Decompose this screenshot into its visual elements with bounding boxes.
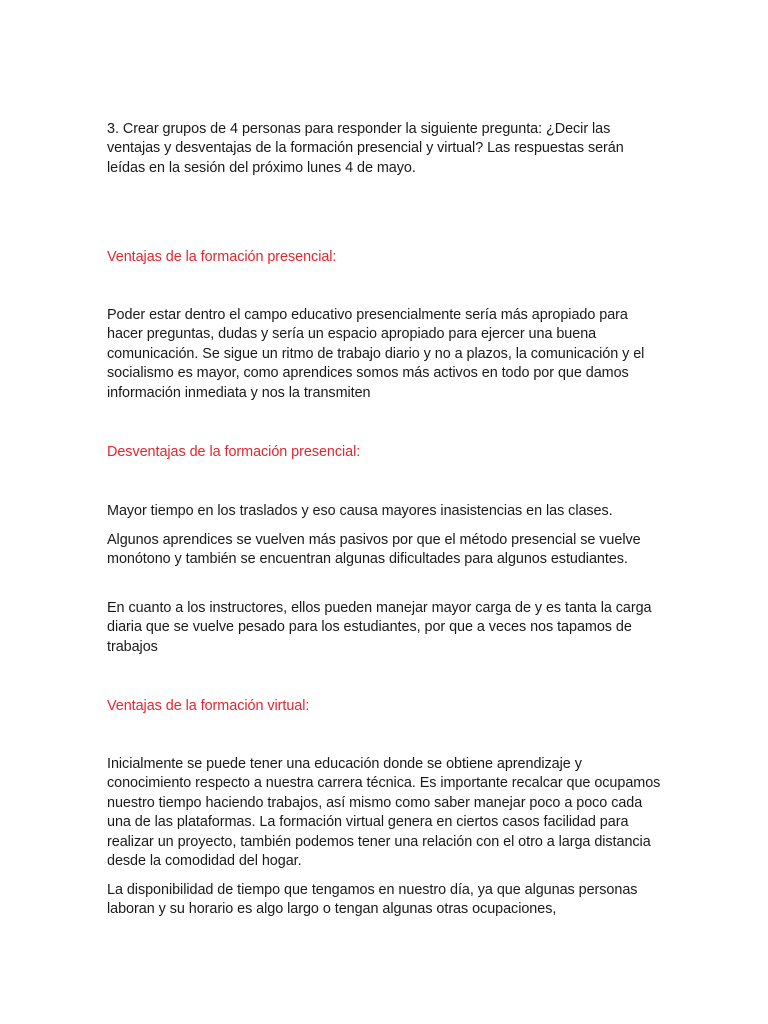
paragraph-desventajas-instructores: En cuanto a los instructores, ellos pueden manejar mayor carga de y es tanta la carga diaria que se vuelve pesado para los estudiantes, por que a veces nos tapamos de trabajos (107, 600, 652, 655)
paragraph-disponibilidad-tiempo: La disponibilidad de tiempo que tengamos en nuestro día, ya que algunas personas laboran y su horario es algo largo o tengan algunas otras ocupaciones, (107, 882, 638, 918)
paragraph-desventajas-traslados: Mayor tiempo en los traslados y eso causa mayores inasistencias en las clases. (107, 503, 613, 519)
heading-desventajas-presencial: Desventajas de la formación presencial: (107, 444, 361, 460)
document-page (107, 0, 663, 1024)
heading-ventajas-virtual: Ventajas de la formación virtual: (107, 698, 310, 714)
heading-ventajas-presencial: Ventajas de la formación presencial: (107, 249, 337, 265)
paragraph-desventajas-pasivos: Algunos aprendices se vuelven más pasivos por que el método presencial se vuelve monótono y también se encuentran algunas dificultades para algunos estudiantes. (107, 532, 641, 568)
paragraph-ventajas-presencial: Poder estar dentro el campo educativo presencialmente sería más apropiado para hacer preguntas, dudas y sería un espacio apropiado para ejercer una buena comunicación. Se sigue un ritmo de trabajo diario y no a plazos, la comunicación y el socialismo es mayor, como aprendices somos más activos en todo por que damos información inmediata y nos la transmiten (107, 307, 645, 401)
assignment-question: 3. Crear grupos de 4 personas para responder la siguiente pregunta: ¿Decir las ventajas y desventajas de la formación presencial y virtual? Las respuestas serán leídas en la sesión del próximo lunes 4 de mayo. (107, 121, 624, 176)
paragraph-ventajas-virtual: Inicialmente se puede tener una educación donde se obtiene aprendizaje y conocimiento respecto a nuestra carrera técnica. Es importante recalcar que ocupamos nuestro tiempo haciendo trabajos, así mismo como saber manejar poco a poco cada una de las plataformas. La formación virtual genera en ciertos casos facilidad para realizar un proyecto, también podemos tener una relación con el otro a larga distancia desde la comodidad del hogar. (107, 756, 661, 870)
